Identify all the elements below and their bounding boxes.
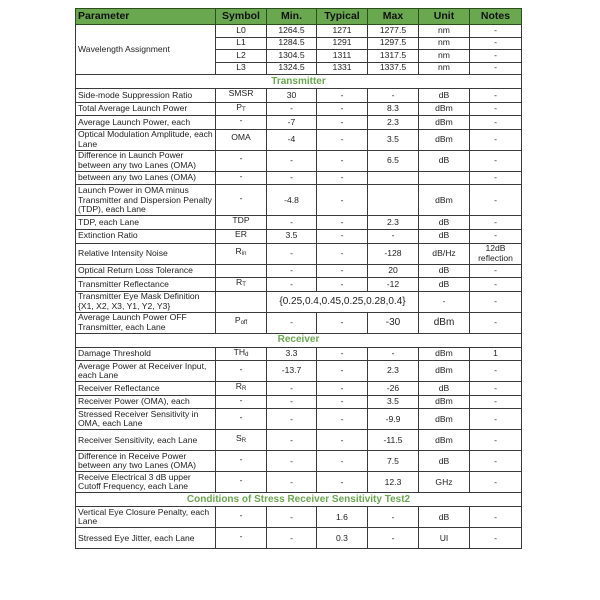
unit-cell: nm <box>419 37 470 50</box>
notes-cell: - <box>470 409 522 430</box>
table-row <box>76 395 522 409</box>
min-cell: -4 <box>267 129 317 150</box>
symbol-cell <box>216 409 267 430</box>
table-row <box>76 451 522 472</box>
parameter-cell: Difference in Launch Power between any two Lanes (OMA) <box>76 150 216 171</box>
symbol-text: R <box>235 381 242 392</box>
notes-cell: - <box>470 361 522 382</box>
section-title: Receiver <box>76 333 522 347</box>
max-cell: 6.5 <box>368 150 419 171</box>
table-row <box>76 312 522 333</box>
notes-cell: - <box>470 116 522 130</box>
symbol-text: - <box>239 395 243 405</box>
header-notes: Notes <box>470 9 522 25</box>
max-cell: 8.3 <box>368 102 419 116</box>
notes-cell: - <box>470 291 522 312</box>
unit-cell: dBm <box>419 116 470 130</box>
unit-cell: dB <box>419 507 470 528</box>
parameter-cell: Receive Electrical 3 dB upper Cutoff Frequency, each Lane <box>76 472 216 493</box>
typical-cell: - <box>317 89 368 103</box>
table-row <box>76 229 522 243</box>
max-cell: -9.9 <box>368 409 419 430</box>
min-cell: - <box>267 264 317 278</box>
notes-cell: - <box>470 171 522 185</box>
symbol-cell <box>216 102 267 116</box>
table-row <box>76 472 522 493</box>
symbol-text: - <box>239 363 243 374</box>
notes-cell: - <box>470 50 522 63</box>
notes-cell: - <box>470 528 522 549</box>
unit-cell: dB <box>419 150 470 171</box>
parameter-cell: between any two Lanes (OMA) <box>76 171 216 185</box>
header-symbol: Symbol <box>216 9 267 25</box>
notes-cell: - <box>470 451 522 472</box>
max-cell: -128 <box>368 243 419 264</box>
table-row <box>76 102 522 116</box>
typical-cell: 0.3 <box>317 528 368 549</box>
symbol-text: P <box>234 315 241 326</box>
unit-cell: dBm <box>419 185 470 216</box>
symbol-text: TH <box>233 347 246 357</box>
min-cell: - <box>267 278 317 292</box>
notes-cell: - <box>470 150 522 171</box>
unit-cell: dBm <box>419 430 470 451</box>
table-row <box>76 243 522 264</box>
max-cell: - <box>368 507 419 528</box>
min-cell: 1324.5 <box>267 62 317 75</box>
typical-cell: 1331 <box>317 62 368 75</box>
parameter-cell: Average Launch Power OFF Transmitter, each Lane <box>76 312 216 333</box>
table-row <box>76 409 522 430</box>
parameter-cell: Stressed Receiver Sensitivity in OMA, each Lane <box>76 409 216 430</box>
symbol-cell <box>216 395 267 409</box>
table-row <box>76 507 522 528</box>
min-cell: - <box>267 243 317 264</box>
symbol-cell <box>216 382 267 396</box>
symbol-cell: L2 <box>216 50 267 63</box>
typical-cell: - <box>317 472 368 493</box>
min-cell: - <box>267 102 317 116</box>
unit-cell: UI <box>419 528 470 549</box>
notes-cell: - <box>470 507 522 528</box>
notes-cell: - <box>470 430 522 451</box>
unit-cell: dBm <box>419 102 470 116</box>
table-row <box>76 116 522 130</box>
unit-cell: dB <box>419 451 470 472</box>
typical-cell: - <box>317 102 368 116</box>
notes-cell: - <box>470 216 522 230</box>
header-typical: Typical <box>317 9 368 25</box>
symbol-subscript: R <box>241 438 247 445</box>
section-title: Conditions of Stress Receiver Sensitivity Test2 <box>76 493 522 507</box>
parameter-cell: Receiver Sensitivity, each Lane <box>76 430 216 451</box>
section-receiver <box>76 333 522 347</box>
symbol-text: - <box>239 193 243 204</box>
symbol-text: R <box>236 277 243 288</box>
symbol-cell <box>216 171 267 185</box>
parameter-cell: Side-mode Suppression Ratio <box>76 89 216 103</box>
notes-cell: - <box>470 472 522 493</box>
parameter-cell: Receiver Reflectance <box>76 382 216 396</box>
min-cell: 3.3 <box>267 347 317 361</box>
symbol-text: - <box>239 412 243 423</box>
min-cell: -13.7 <box>267 361 317 382</box>
typical-cell: - <box>317 347 368 361</box>
min-cell: -4.8 <box>267 185 317 216</box>
parameter-cell: Optical Modulation Amplitude, each Lane <box>76 129 216 150</box>
unit-cell: - <box>419 291 470 312</box>
parameter-cell: Extinction Ratio <box>76 229 216 243</box>
max-cell: 12.3 <box>368 472 419 493</box>
min-cell: 1284.5 <box>267 37 317 50</box>
min-cell: 3.5 <box>267 229 317 243</box>
symbol-cell <box>216 291 267 312</box>
min-cell: - <box>267 507 317 528</box>
typical-cell: - <box>317 229 368 243</box>
notes-cell: - <box>470 229 522 243</box>
parameter-cell: Vertical Eye Closure Penalty, each Lane <box>76 507 216 528</box>
unit-cell: dBm <box>419 395 470 409</box>
typical-cell: - <box>317 278 368 292</box>
min-cell: - <box>267 409 317 430</box>
symbol-text: SMSR <box>228 88 254 98</box>
max-cell: 2.3 <box>368 116 419 130</box>
symbol-text: OMA <box>231 132 251 143</box>
table-row <box>76 150 522 171</box>
table-row <box>76 347 522 361</box>
parameter-cell: Average Power at Receiver Input, each Lane <box>76 361 216 382</box>
table-row <box>76 361 522 382</box>
max-cell: -30 <box>368 312 419 333</box>
max-cell: - <box>368 89 419 103</box>
symbol-cell <box>216 528 267 549</box>
max-cell: 1337.5 <box>368 62 419 75</box>
unit-cell: nm <box>419 25 470 38</box>
max-cell: 1297.5 <box>368 37 419 50</box>
typical-cell: - <box>317 451 368 472</box>
min-cell: - <box>267 472 317 493</box>
unit-cell: GHz <box>419 472 470 493</box>
notes-cell: - <box>470 312 522 333</box>
table-row <box>76 528 522 549</box>
section-transmitter <box>76 75 522 89</box>
min-cell: 1264.5 <box>267 25 317 38</box>
typical-cell: - <box>317 312 368 333</box>
symbol-cell <box>216 185 267 216</box>
symbol-text: - <box>239 454 243 465</box>
max-cell <box>368 171 419 185</box>
notes-cell: - <box>470 25 522 38</box>
unit-cell: nm <box>419 62 470 75</box>
parameter-cell: Transmitter Reflectance <box>76 278 216 292</box>
min-cell: - <box>267 312 317 333</box>
unit-cell <box>419 171 470 185</box>
typical-cell: - <box>317 382 368 396</box>
max-cell: 1317.5 <box>368 50 419 63</box>
table-row <box>76 278 522 292</box>
max-cell: - <box>368 347 419 361</box>
notes-cell: - <box>470 278 522 292</box>
notes-cell: - <box>470 62 522 75</box>
typical-cell: - <box>317 129 368 150</box>
notes-cell: - <box>470 382 522 396</box>
min-cell: - <box>267 430 317 451</box>
unit-cell: dB/Hz <box>419 243 470 264</box>
max-cell: 2.3 <box>368 216 419 230</box>
parameter-cell: Relative Intensity Noise <box>76 243 216 264</box>
symbol-cell <box>216 150 267 171</box>
symbol-cell: L0 <box>216 25 267 38</box>
symbol-cell <box>216 264 267 278</box>
parameter-cell: Launch Power in OMA minus Transmitter and Dispersion Penalty (TDP), each Lane <box>76 185 216 216</box>
symbol-cell <box>216 361 267 382</box>
min-cell: 1304.5 <box>267 50 317 63</box>
symbol-cell <box>216 278 267 292</box>
parameter-cell: Total Average Launch Power <box>76 102 216 116</box>
max-cell: 7.5 <box>368 451 419 472</box>
spec-table <box>75 8 522 549</box>
table-row <box>76 89 522 103</box>
typical-cell: - <box>317 171 368 185</box>
table-row <box>76 216 522 230</box>
min-cell: - <box>267 451 317 472</box>
max-cell: 3.5 <box>368 129 419 150</box>
typical-cell: - <box>317 116 368 130</box>
parameter-cell: Wavelength Assignment <box>76 25 216 75</box>
unit-cell: dBm <box>419 361 470 382</box>
max-cell: -11.5 <box>368 430 419 451</box>
min-cell: -7 <box>267 116 317 130</box>
typical-cell: - <box>317 150 368 171</box>
min-cell: - <box>267 150 317 171</box>
symbol-text: - <box>239 115 243 126</box>
symbol-cell <box>216 229 267 243</box>
symbol-text: TDP <box>232 215 250 226</box>
symbol-cell <box>216 451 267 472</box>
min-cell: - <box>267 171 317 185</box>
table-row <box>76 382 522 396</box>
symbol-text: ER <box>235 229 247 239</box>
eye-mask-row <box>76 291 522 312</box>
unit-cell: dBm <box>419 409 470 430</box>
symbol-cell <box>216 89 267 103</box>
unit-cell: dB <box>419 229 470 243</box>
unit-cell: dBm <box>419 347 470 361</box>
notes-cell: 1 <box>470 347 522 361</box>
notes-cell: - <box>470 89 522 103</box>
max-cell: 2.3 <box>368 361 419 382</box>
symbol-text: - <box>239 171 243 181</box>
max-cell: -12 <box>368 278 419 292</box>
symbol-cell <box>216 216 267 230</box>
max-cell: 1277.5 <box>368 25 419 38</box>
symbol-text: P <box>236 102 243 112</box>
table-row <box>76 185 522 216</box>
unit-cell: dBm <box>419 312 470 333</box>
max-cell: - <box>368 229 419 243</box>
typical-cell: - <box>317 185 368 216</box>
symbol-subscript: d <box>245 351 249 358</box>
typical-cell: - <box>317 264 368 278</box>
unit-cell: nm <box>419 50 470 63</box>
symbol-cell: L3 <box>216 62 267 75</box>
symbol-text: - <box>239 153 243 164</box>
parameter-cell: Difference in Receive Power between any two Lanes (OMA) <box>76 451 216 472</box>
symbol-cell <box>216 430 267 451</box>
typical-cell: - <box>317 361 368 382</box>
symbol-subscript: T <box>242 106 246 113</box>
max-cell: -26 <box>368 382 419 396</box>
unit-cell: dB <box>419 216 470 230</box>
symbol-cell <box>216 116 267 130</box>
min-cell: - <box>267 528 317 549</box>
max-cell <box>368 185 419 216</box>
table-row <box>76 171 522 185</box>
notes-cell: - <box>470 37 522 50</box>
symbol-cell <box>216 129 267 150</box>
symbol-cell <box>216 347 267 361</box>
max-cell: - <box>368 528 419 549</box>
typical-cell: - <box>317 430 368 451</box>
min-cell: 30 <box>267 89 317 103</box>
header-parameter: Parameter <box>76 9 216 25</box>
typical-cell: 1311 <box>317 50 368 63</box>
header-row <box>76 9 522 25</box>
typical-cell: - <box>317 243 368 264</box>
table-row <box>76 264 522 278</box>
table-row <box>76 129 522 150</box>
eye-mask-value: {0.25,0.4,0.45,0.25,0.28,0.4} <box>267 291 419 312</box>
symbol-cell <box>216 507 267 528</box>
symbol-cell <box>216 312 267 333</box>
parameter-cell: Stressed Eye Jitter, each Lane <box>76 528 216 549</box>
wavelength-row <box>76 25 522 38</box>
parameter-cell: Damage Threshold <box>76 347 216 361</box>
notes-cell: - <box>470 264 522 278</box>
parameter-cell: TDP, each Lane <box>76 216 216 230</box>
symbol-cell <box>216 472 267 493</box>
max-cell: 20 <box>368 264 419 278</box>
min-cell: - <box>267 382 317 396</box>
typical-cell: 1291 <box>317 37 368 50</box>
header-max: Max <box>368 9 419 25</box>
symbol-subscript: in <box>241 251 247 258</box>
typical-cell: 1271 <box>317 25 368 38</box>
header-unit: Unit <box>419 9 470 25</box>
parameter-cell: Average Launch Power, each <box>76 116 216 130</box>
header-min: Min. <box>267 9 317 25</box>
symbol-cell: L1 <box>216 37 267 50</box>
table-row <box>76 430 522 451</box>
unit-cell: dB <box>419 278 470 292</box>
symbol-text: R <box>235 246 242 257</box>
parameter-cell: Transmitter Eye Mask Definition {X1, X2, X3, Y1, Y2, Y3} <box>76 291 216 312</box>
symbol-text: - <box>239 531 243 542</box>
symbol-text: - <box>239 475 243 486</box>
symbol-text: - <box>239 510 243 521</box>
parameter-cell: Receiver Power (OMA), each <box>76 395 216 409</box>
symbol-subscript: R <box>241 386 247 393</box>
unit-cell: dB <box>419 382 470 396</box>
notes-cell: 12dB reflection <box>470 243 522 264</box>
notes-cell: - <box>470 102 522 116</box>
min-cell: - <box>267 216 317 230</box>
symbol-subscript: off <box>240 320 248 327</box>
unit-cell: dB <box>419 264 470 278</box>
typical-cell: - <box>317 216 368 230</box>
notes-cell: - <box>470 185 522 216</box>
notes-cell: - <box>470 395 522 409</box>
typical-cell: - <box>317 395 368 409</box>
symbol-cell <box>216 243 267 264</box>
section-title: Transmitter <box>76 75 522 89</box>
parameter-cell: Optical Return Loss Tolerance <box>76 264 216 278</box>
symbol-text: S <box>235 433 242 444</box>
unit-cell: dB <box>419 89 470 103</box>
typical-cell: 1.6 <box>317 507 368 528</box>
min-cell: - <box>267 395 317 409</box>
max-cell: 3.5 <box>368 395 419 409</box>
symbol-subscript: T <box>242 282 246 289</box>
unit-cell: dBm <box>419 129 470 150</box>
notes-cell: - <box>470 129 522 150</box>
typical-cell: - <box>317 409 368 430</box>
section-stress-test <box>76 493 522 507</box>
